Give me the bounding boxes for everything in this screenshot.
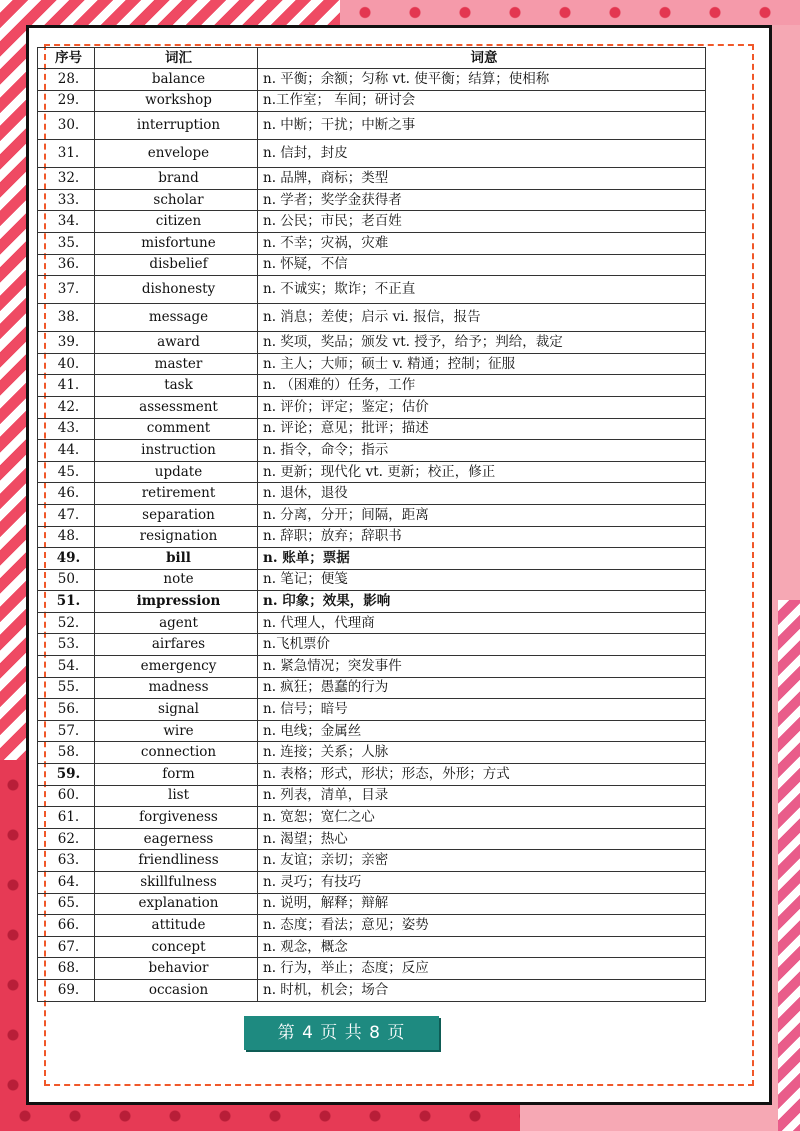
row-word: envelope <box>95 140 258 168</box>
header-word: 词汇 <box>95 48 258 69</box>
row-number: 35. <box>38 232 95 254</box>
row-number: 55. <box>38 677 95 699</box>
row-word: misfortune <box>95 232 258 254</box>
table-row <box>38 461 706 483</box>
row-meaning: n. 账单；票据 <box>258 548 706 570</box>
header-meaning: 词意 <box>258 48 706 69</box>
table-row <box>38 742 706 764</box>
row-word: attitude <box>95 915 258 937</box>
row-number: 59. <box>38 764 95 786</box>
row-number: 56. <box>38 699 95 721</box>
row-number: 36. <box>38 254 95 276</box>
row-meaning: n. 学者；奖学金获得者 <box>258 189 706 211</box>
row-word: award <box>95 332 258 354</box>
table-row <box>38 807 706 829</box>
row-meaning: n. 中断；干扰；中断之事 <box>258 112 706 140</box>
table-row <box>38 140 706 168</box>
row-number: 43. <box>38 418 95 440</box>
row-meaning: n. 渴望；热心 <box>258 828 706 850</box>
table-row <box>38 353 706 375</box>
table-row <box>38 189 706 211</box>
table-row <box>38 168 706 190</box>
table-row <box>38 90 706 112</box>
row-meaning: n. 不诚实；欺诈；不正直 <box>258 276 706 304</box>
row-word: explanation <box>95 893 258 915</box>
table-row <box>38 504 706 526</box>
row-meaning: n.飞机票价 <box>258 634 706 656</box>
row-word: skillfulness <box>95 872 258 894</box>
row-word: retirement <box>95 483 258 505</box>
row-number: 40. <box>38 353 95 375</box>
row-meaning: n. 说明，解释；辩解 <box>258 893 706 915</box>
row-number: 46. <box>38 483 95 505</box>
row-meaning: n. 友谊；亲切；亲密 <box>258 850 706 872</box>
table-row <box>38 720 706 742</box>
table-row <box>38 764 706 786</box>
row-word: instruction <box>95 440 258 462</box>
row-number: 34. <box>38 211 95 233</box>
row-number: 37. <box>38 276 95 304</box>
row-meaning: n. 灵巧；有技巧 <box>258 872 706 894</box>
row-number: 58. <box>38 742 95 764</box>
table-row <box>38 418 706 440</box>
table-row <box>38 332 706 354</box>
background-stripes-right <box>778 600 800 1131</box>
row-word: balance <box>95 69 258 91</box>
row-number: 69. <box>38 979 95 1001</box>
row-word: wire <box>95 720 258 742</box>
row-word: friendliness <box>95 850 258 872</box>
row-number: 62. <box>38 828 95 850</box>
row-meaning: n. 主人；大师；硕士 v. 精通；控制；征服 <box>258 353 706 375</box>
row-word: eagerness <box>95 828 258 850</box>
row-number: 42. <box>38 396 95 418</box>
row-meaning: n. 疯狂；愚蠢的行为 <box>258 677 706 699</box>
table-row <box>38 254 706 276</box>
row-word: interruption <box>95 112 258 140</box>
row-number: 31. <box>38 140 95 168</box>
row-meaning: n. 时机，机会；场合 <box>258 979 706 1001</box>
row-meaning: n. 信号；暗号 <box>258 699 706 721</box>
row-meaning: n. 信封，封皮 <box>258 140 706 168</box>
row-word: separation <box>95 504 258 526</box>
row-word: brand <box>95 168 258 190</box>
table-row <box>38 699 706 721</box>
table-row <box>38 483 706 505</box>
row-meaning: n. 品牌，商标；类型 <box>258 168 706 190</box>
row-number: 50. <box>38 569 95 591</box>
table-row <box>38 211 706 233</box>
row-number: 57. <box>38 720 95 742</box>
table-row <box>38 656 706 678</box>
table-row <box>38 785 706 807</box>
row-number: 53. <box>38 634 95 656</box>
row-word: form <box>95 764 258 786</box>
row-word: forgiveness <box>95 807 258 829</box>
row-number: 48. <box>38 526 95 548</box>
row-word: citizen <box>95 211 258 233</box>
row-word: list <box>95 785 258 807</box>
table-row <box>38 548 706 570</box>
row-meaning: n. 表格；形式，形状；形态，外形；方式 <box>258 764 706 786</box>
row-word: resignation <box>95 526 258 548</box>
vocabulary-table <box>37 47 706 1002</box>
row-number: 33. <box>38 189 95 211</box>
row-number: 63. <box>38 850 95 872</box>
row-number: 60. <box>38 785 95 807</box>
table-row <box>38 232 706 254</box>
row-word: concept <box>95 936 258 958</box>
table-row <box>38 915 706 937</box>
row-number: 29. <box>38 90 95 112</box>
row-word: note <box>95 569 258 591</box>
table-row <box>38 677 706 699</box>
row-meaning: n. （困难的）任务，工作 <box>258 375 706 397</box>
table-row <box>38 958 706 980</box>
row-word: comment <box>95 418 258 440</box>
row-word: bill <box>95 548 258 570</box>
table-header-row <box>38 48 706 69</box>
row-number: 28. <box>38 69 95 91</box>
row-meaning: n. 公民；市民；老百姓 <box>258 211 706 233</box>
table-row <box>38 850 706 872</box>
row-number: 66. <box>38 915 95 937</box>
row-number: 39. <box>38 332 95 354</box>
row-word: task <box>95 375 258 397</box>
row-meaning: n. 紧急情况；突发事件 <box>258 656 706 678</box>
row-word: airfares <box>95 634 258 656</box>
row-meaning: n. 观念，概念 <box>258 936 706 958</box>
table-row <box>38 936 706 958</box>
row-word: disbelief <box>95 254 258 276</box>
row-meaning: n. 评价；评定；鉴定；估价 <box>258 396 706 418</box>
row-meaning: n. 辞职；放弃；辞职书 <box>258 526 706 548</box>
row-meaning: n. 消息；差使；启示 vi. 报信，报告 <box>258 304 706 332</box>
row-word: occasion <box>95 979 258 1001</box>
row-meaning: n. 笔记；便笺 <box>258 569 706 591</box>
row-word: message <box>95 304 258 332</box>
row-meaning: n. 退休，退役 <box>258 483 706 505</box>
table-row <box>38 69 706 91</box>
table-row <box>38 112 706 140</box>
row-meaning: n. 态度；看法；意见；姿势 <box>258 915 706 937</box>
table-row <box>38 276 706 304</box>
row-word: scholar <box>95 189 258 211</box>
row-number: 44. <box>38 440 95 462</box>
background-dots-bottom <box>0 1101 520 1131</box>
row-number: 61. <box>38 807 95 829</box>
row-number: 38. <box>38 304 95 332</box>
row-meaning: n. 印象；效果，影响 <box>258 591 706 613</box>
row-word: assessment <box>95 396 258 418</box>
row-meaning: n. 怀疑，不信 <box>258 254 706 276</box>
row-word: behavior <box>95 958 258 980</box>
row-word: workshop <box>95 90 258 112</box>
table-row <box>38 828 706 850</box>
row-meaning: n. 行为，举止；态度；反应 <box>258 958 706 980</box>
row-meaning: n. 连接；关系；人脉 <box>258 742 706 764</box>
background-dots-top <box>340 0 800 25</box>
row-number: 51. <box>38 591 95 613</box>
row-meaning: n. 评论；意见；批评；描述 <box>258 418 706 440</box>
row-number: 45. <box>38 461 95 483</box>
row-meaning: n. 奖项，奖品；颁发 vt. 授予，给予；判给，裁定 <box>258 332 706 354</box>
row-meaning: n. 代理人，代理商 <box>258 612 706 634</box>
row-number: 52. <box>38 612 95 634</box>
row-number: 65. <box>38 893 95 915</box>
table-row <box>38 396 706 418</box>
row-word: update <box>95 461 258 483</box>
table-row <box>38 612 706 634</box>
row-word: connection <box>95 742 258 764</box>
table-row <box>38 634 706 656</box>
table-row <box>38 440 706 462</box>
row-number: 54. <box>38 656 95 678</box>
table-row <box>38 526 706 548</box>
row-word: master <box>95 353 258 375</box>
row-number: 47. <box>38 504 95 526</box>
table-row <box>38 569 706 591</box>
table-row <box>38 375 706 397</box>
row-number: 67. <box>38 936 95 958</box>
table-row <box>38 591 706 613</box>
row-number: 64. <box>38 872 95 894</box>
row-number: 30. <box>38 112 95 140</box>
row-meaning: n. 列表，清单，目录 <box>258 785 706 807</box>
row-number: 32. <box>38 168 95 190</box>
row-word: emergency <box>95 656 258 678</box>
table-row <box>38 872 706 894</box>
row-meaning: n. 宽恕；宽仁之心 <box>258 807 706 829</box>
row-meaning: n. 平衡；余额；匀称 vt. 使平衡；结算；使相称 <box>258 69 706 91</box>
row-meaning: n. 电线；金属丝 <box>258 720 706 742</box>
row-meaning: n. 指令，命令；指示 <box>258 440 706 462</box>
row-meaning: n. 更新；现代化 vt. 更新；校正，修正 <box>258 461 706 483</box>
row-meaning: n. 不幸；灾祸，灾难 <box>258 232 706 254</box>
row-meaning: n.工作室； 车间；研讨会 <box>258 90 706 112</box>
table-row <box>38 304 706 332</box>
row-word: dishonesty <box>95 276 258 304</box>
row-number: 68. <box>38 958 95 980</box>
row-word: impression <box>95 591 258 613</box>
row-meaning: n. 分离，分开；间隔，距离 <box>258 504 706 526</box>
page-indicator: 第 4 页 共 8 页 <box>244 1016 439 1050</box>
row-word: agent <box>95 612 258 634</box>
background-dots-left <box>0 760 26 1131</box>
header-num: 序号 <box>38 48 95 69</box>
row-word: signal <box>95 699 258 721</box>
table-row <box>38 893 706 915</box>
row-number: 41. <box>38 375 95 397</box>
table-row <box>38 979 706 1001</box>
row-number: 49. <box>38 548 95 570</box>
row-word: madness <box>95 677 258 699</box>
